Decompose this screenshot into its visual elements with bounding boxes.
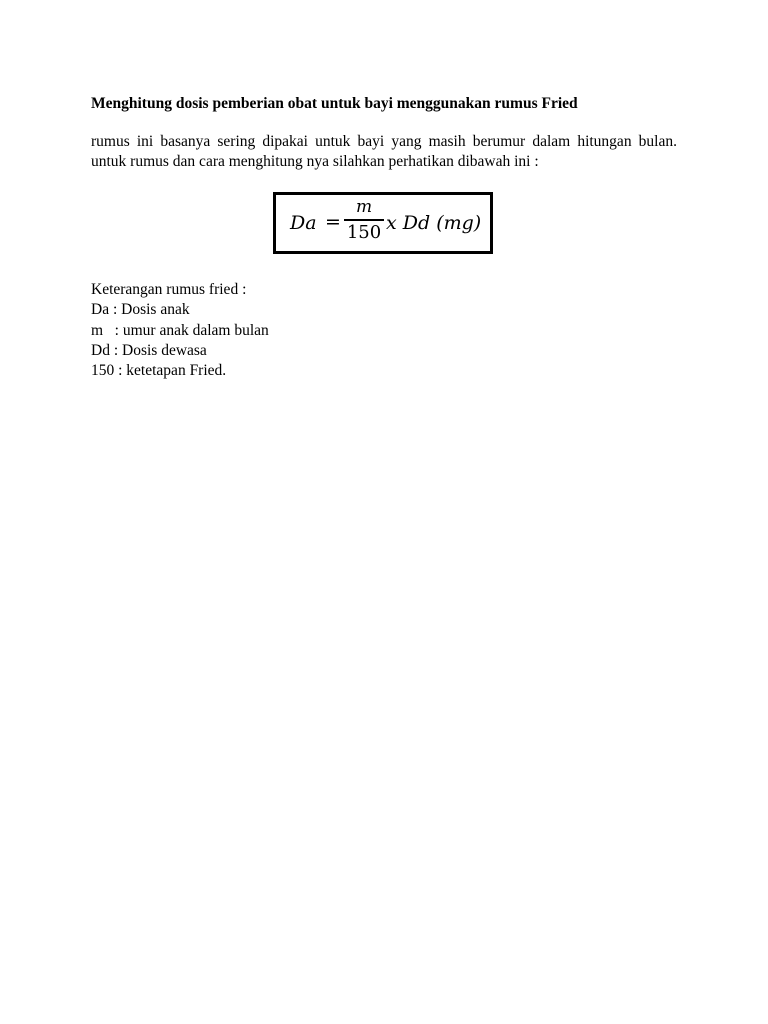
- legend-item: Da : Dosis anak: [91, 301, 190, 319]
- formula-equals: =: [325, 211, 341, 233]
- formula-legend: [91, 280, 677, 381]
- formula-box: [273, 192, 493, 254]
- formula-denominator: 150: [346, 221, 382, 243]
- legend-item: 150 : ketetapan Fried.: [91, 362, 227, 380]
- document-title: Menghitung dosis pemberian obat untuk bayi menggunakan rumus Fried: [91, 95, 578, 112]
- legend-item: Dd : Dosis dewasa: [91, 341, 207, 359]
- legend-item: m : umur anak dalam bulan: [91, 321, 269, 339]
- document-page: [91, 94, 677, 380]
- fried-formula: [276, 195, 490, 251]
- formula-lhs: Da: [290, 212, 317, 234]
- formula-fraction: [344, 197, 384, 243]
- fraction-bar: [344, 219, 384, 221]
- formula-numerator: m: [355, 197, 373, 217]
- formula-rhs: x Dd (mg): [386, 212, 482, 234]
- intro-paragraph: rumus ini basanya sering dipakai untuk bayi yang masih berumur dalam hitungan bulan. untuk rumus dan cara menghitung nya silahkan perhatikan dibawah ini :: [91, 133, 677, 170]
- legend-heading: Keterangan rumus fried :: [91, 281, 247, 298]
